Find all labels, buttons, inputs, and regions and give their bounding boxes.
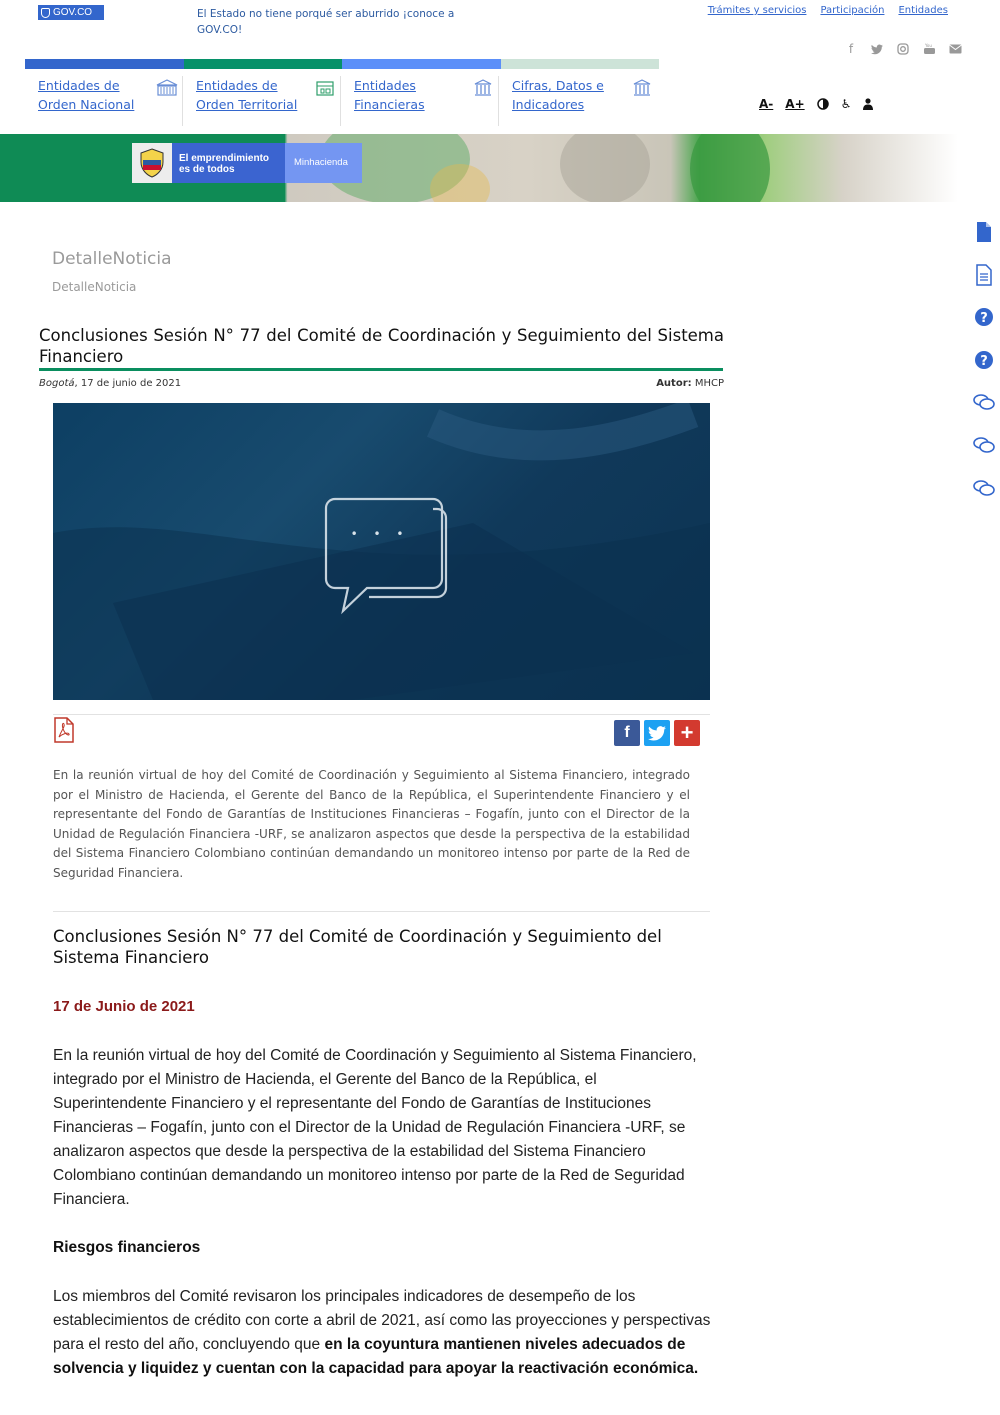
- share-facebook-button[interactable]: f: [614, 720, 640, 746]
- entity-link-financieras[interactable]: Entidades Financieras: [354, 78, 425, 112]
- social-links: [844, 42, 962, 56]
- accessibility-icon[interactable]: ♿: [840, 97, 852, 111]
- entity-nav-item-nacional: [25, 76, 183, 126]
- entity-nav-item-financieras: [341, 76, 499, 126]
- seal-icon: [41, 8, 50, 18]
- article-subtitle: Conclusiones Sesión N° 77 del Comité de Coordinación y Seguimiento del Sistema Financiero: [53, 927, 662, 967]
- document-icon[interactable]: [973, 264, 995, 307]
- stripe-green: [184, 59, 343, 69]
- user-icon[interactable]: [863, 98, 873, 110]
- ministry-label[interactable]: Minhacienda: [285, 143, 362, 183]
- pdf-icon[interactable]: [53, 717, 75, 747]
- article-date-heading: 17 de Junio de 2021: [53, 998, 195, 1015]
- share-twitter-button[interactable]: [644, 720, 670, 746]
- svg-text:?: ?: [980, 311, 988, 326]
- paragraph-text: Los miembros del Comité revisaron los principales indicadores de desempeño de los establecimientos de crédito con corte a abril de 2021, así como las proyecciones y perspectivas para el resto del año, concluyendo que: [53, 1288, 711, 1353]
- govco-logo[interactable]: [38, 5, 104, 20]
- section-heading: Riesgos financieros: [53, 1239, 201, 1256]
- share-buttons: [614, 720, 700, 746]
- article-author: [656, 378, 724, 389]
- article-hero-image: [53, 403, 710, 700]
- article-title: Conclusiones Sesión N° 77 del Comité de Coordinación y Seguimiento del Sistema Financiero: [39, 326, 724, 366]
- building-icon: [156, 79, 178, 97]
- brand-box: [132, 143, 362, 183]
- page-title: DetalleNoticia: [52, 249, 172, 269]
- divider: [53, 911, 710, 912]
- banner-decoration: [430, 164, 490, 202]
- increase-font-button[interactable]: A+: [785, 97, 805, 111]
- entity-link-cifras[interactable]: Cifras, Datos e Indicadores: [512, 78, 604, 112]
- breadcrumb[interactable]: DetalleNoticia: [52, 280, 137, 294]
- banner-decoration: [560, 134, 650, 202]
- divider: [53, 714, 710, 715]
- article-body-paragraph: En la reunión virtual de hoy del Comité de Coordinación y Seguimiento al Sistema Financiero, integrado por el Ministro de Hacienda, el Gerente del Banco de la República, el Superintendente Financiero y el representante del Fondo de Garantías de Instituciones Financieras – Fogafín, junto con el Director de la Unidad de Regulación Financiera -URF, se analizaron aspectos que desde la perspectiva de la estabilidad del Sistema Financiero Colombiano continúan demandando un monitoreo intenso por parte de la Red de Seguridad Financiera.: [53, 1047, 697, 1208]
- mail-icon[interactable]: [948, 42, 962, 56]
- brand-line1: El emprendimiento: [179, 153, 270, 164]
- author-label: Autor:: [656, 378, 692, 389]
- help-icon[interactable]: [973, 350, 995, 393]
- bank-icon: [631, 79, 653, 97]
- colombia-shield-icon: [132, 143, 172, 183]
- contrast-icon[interactable]: [817, 98, 829, 110]
- slogan: El Estado no tiene porqué ser aburrido ¡conoce a GOV.CO!: [197, 8, 455, 36]
- instagram-icon[interactable]: [896, 42, 910, 56]
- share-more-button[interactable]: +: [674, 720, 700, 746]
- facebook-icon[interactable]: f: [848, 42, 854, 56]
- link-entidades[interactable]: Entidades: [898, 5, 948, 16]
- hero-dots: • • •: [350, 527, 410, 541]
- accessibility-bar: [759, 97, 873, 111]
- entity-link-territorial[interactable]: Entidades de Orden Territorial: [196, 78, 298, 112]
- side-toolbar: [973, 221, 995, 522]
- article-date: , 17 de junio de 2021: [74, 378, 182, 389]
- help-icon[interactable]: [973, 307, 995, 350]
- twitter-icon[interactable]: [870, 42, 884, 56]
- article-intro: En la reunión virtual de hoy del Comité de Coordinación y Seguimiento al Sistema Financiero, integrado por el Ministro de Hacienda, el Gerente del Banco de la República, el Superintendente Financiero y el representante del Fondo de Garantías de Instituciones Financieras – Fogafín, junto con el Director de la Unidad de Regulación Financiera -URF, se analizaron aspectos que desde la perspectiva de la estabilidad del Sistema Financiero Colombiano continúan demandando un monitoreo intenso por parte de la Red de Seguridad Financiera.: [53, 768, 690, 880]
- entity-nav-item-territorial: [183, 76, 341, 126]
- top-links: [708, 5, 948, 16]
- stripe-lightblue: [342, 59, 501, 69]
- brand-slogan: [172, 143, 285, 183]
- govco-logo-text: GOV.CO: [53, 7, 93, 18]
- brand-line2: es de todos: [179, 164, 235, 175]
- paragraph-bold-text: en la coyuntura mantienen niveles adecuados de solvencia y liquidez y cuentan con la capacidad para apoyar la reactivación económica.: [53, 1336, 699, 1377]
- stripe-blue: [25, 59, 184, 69]
- map-building-icon: [314, 79, 336, 97]
- bank-icon: [472, 79, 494, 97]
- svg-text:?: ?: [980, 354, 988, 369]
- author-name: MHCP: [694, 378, 724, 389]
- stripe-mint: [501, 59, 660, 69]
- youtube-icon[interactable]: [922, 42, 936, 56]
- article-dateline: [39, 378, 181, 389]
- hero-illustration: [53, 403, 710, 700]
- chat-icon[interactable]: [973, 479, 995, 522]
- svg-text:You: You: [924, 43, 932, 48]
- banner-decoration: [690, 134, 770, 202]
- chat-icon[interactable]: [973, 393, 995, 436]
- decrease-font-button[interactable]: A-: [759, 97, 774, 111]
- color-stripes: [25, 59, 659, 69]
- entity-nav-item-cifras: [499, 76, 657, 126]
- chat-icon[interactable]: [973, 436, 995, 479]
- file-icon[interactable]: [973, 221, 995, 264]
- title-underline: [39, 368, 723, 371]
- link-participacion[interactable]: Participación: [820, 5, 885, 16]
- article-body-paragraph: [53, 1285, 713, 1381]
- article-city: Bogotá: [39, 378, 75, 389]
- entity-nav: [25, 76, 659, 126]
- entity-link-nacional[interactable]: Entidades de Orden Nacional: [38, 78, 135, 112]
- link-tramites[interactable]: Trámites y servicios: [707, 5, 807, 16]
